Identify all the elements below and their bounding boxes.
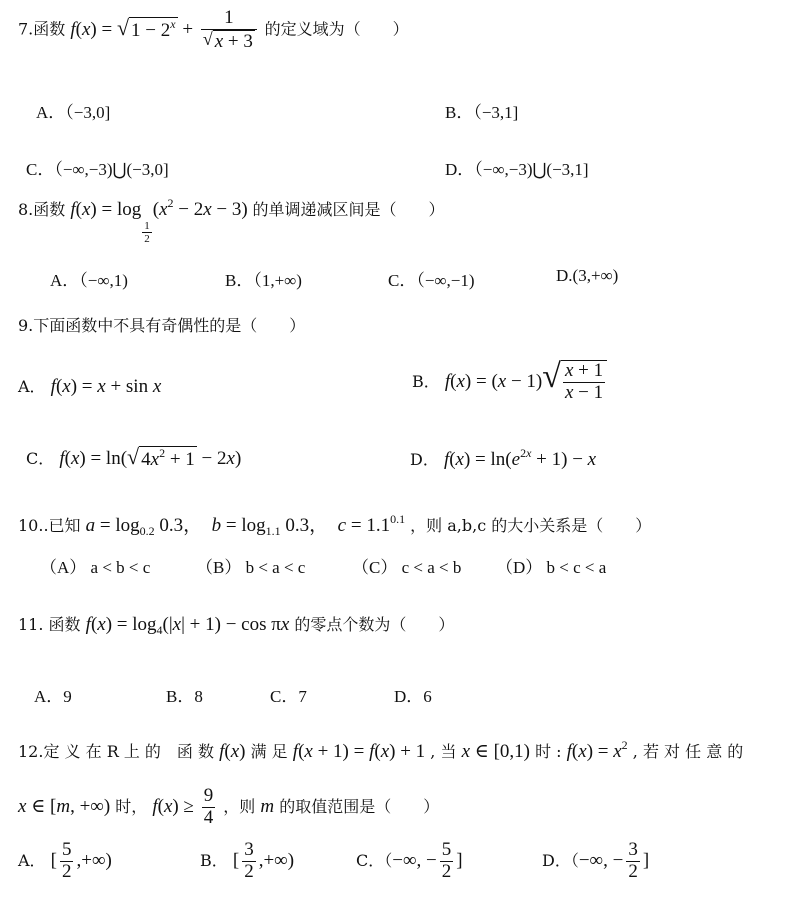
- option-label: A．: [18, 850, 46, 870]
- question-text: 函数: [33, 200, 66, 219]
- question-text: , 当: [430, 742, 457, 761]
- formula: f(x) = log $\frac{1}{2}$ $(x^2 - 2x - 3)$: [70, 196, 253, 246]
- question-12-stem-line2: [18, 786, 439, 829]
- question-text: ，则 a,b,c 的大小关系是（ ）: [410, 516, 652, 535]
- option-d: D.(3,+∞): [556, 266, 619, 285]
- option-label: C．（: [356, 850, 393, 870]
- formula: f(x) = x + sin x: [50, 376, 162, 397]
- formula: [ $\frac{3}{2}$ ,+∞): [232, 839, 295, 882]
- option-label: D．: [410, 450, 439, 469]
- question-12-stem-line1: [18, 738, 743, 763]
- formula: $a = \log_{0.2} 0.3$， $b = \log_{1.1} 0.3$， $c = 1.1^{0.1}$: [85, 512, 406, 538]
- question-number: 8.: [18, 200, 34, 219]
- option-c: （C） c < a < b: [352, 558, 462, 577]
- option-label: B．: [200, 850, 228, 870]
- question-text: 的零点个数为（ ）: [294, 615, 455, 634]
- question-8-stem: [18, 196, 444, 245]
- question-number: 10..: [18, 516, 49, 535]
- question-text: 时 :: [535, 742, 562, 761]
- option-label: D．（: [542, 850, 579, 870]
- option-label: A．: [18, 377, 46, 396]
- option-c: [26, 446, 241, 471]
- option-d: [410, 446, 596, 471]
- option-a: A．（−∞,1): [50, 271, 128, 290]
- question-7-stem: [18, 8, 409, 53]
- option-b: B．（1,+∞): [225, 271, 302, 290]
- question-9-stem: [18, 313, 305, 336]
- formula: $f(x) = x^2$: [566, 738, 628, 762]
- option-a: A．（−3,0]: [36, 103, 111, 122]
- option-c: C．（−∞,−1): [388, 271, 475, 290]
- option-b: （B） b < a < c: [196, 558, 306, 577]
- formula: −∞, − $\frac{5}{2}$ ]: [392, 839, 463, 882]
- formula: [ $\frac{5}{2}$ ,+∞): [50, 839, 112, 882]
- formula: f(x): [219, 741, 246, 762]
- formula: f(x + 1) = f(x) + 1: [292, 741, 426, 762]
- option-b: [200, 840, 294, 883]
- formula: x ∈ [m, +∞): [18, 795, 111, 817]
- option-d: D．6: [394, 687, 432, 706]
- question-text: 的取值范围是（ ）: [279, 796, 440, 816]
- option-label: B．: [412, 372, 440, 391]
- formula: f(x) = ln( √ $4x^2 + 1$ − 2x): [59, 444, 242, 470]
- option-a: [18, 374, 161, 398]
- formula: $f(x) = \ln(e^{2x} + 1) - x$: [443, 446, 597, 470]
- formula: f(x) = (x − 1) √ $\frac{x + 1}{x - 1}$: [445, 371, 607, 392]
- option-b: B．8: [166, 687, 203, 706]
- question-text: 下面函数中不具有奇偶性的是（ ）: [33, 316, 306, 335]
- question-text: 的定义域为（ ）: [264, 19, 409, 39]
- question-10-stem: [18, 510, 651, 539]
- question-text: 函数: [48, 615, 81, 634]
- question-text: 已知: [48, 516, 81, 535]
- option-b: [412, 360, 607, 404]
- question-number: 9.: [18, 316, 34, 335]
- question-number: 12.: [18, 742, 44, 761]
- option-d: （D） b < c < a: [496, 558, 607, 577]
- question-11-stem: [18, 612, 454, 638]
- question-text: ，则: [223, 796, 256, 816]
- option-d: D．（−∞,−3)⋃(−3,1]: [445, 160, 589, 179]
- formula: f(x) = √ $1 - 2^x$ + 1 √ x + 3: [70, 19, 264, 40]
- option-a: A．9: [34, 687, 72, 706]
- question-text: , 若 对 任 意 的: [632, 742, 744, 761]
- formula: $f(x) = \log_4(|x| + 1) - \cos \pi x$: [85, 614, 290, 637]
- formula: m: [260, 795, 275, 817]
- formula: f(x) ≥ $\frac{9}{4}$: [152, 785, 214, 828]
- formula: −∞, − $\frac{3}{2}$ ]: [578, 839, 650, 882]
- option-label: C．: [26, 449, 55, 468]
- option-d: [542, 840, 649, 883]
- option-a: （A） a < b < c: [40, 558, 151, 577]
- question-text: 时，: [115, 796, 148, 816]
- option-c: [356, 840, 463, 883]
- option-c: C．7: [270, 687, 307, 706]
- option-b: B．（−3,1]: [445, 103, 519, 122]
- question-number: 11.: [18, 615, 44, 634]
- question-text: 满 足: [250, 742, 288, 761]
- question-number: 7.: [18, 19, 34, 39]
- option-a: [18, 840, 112, 883]
- formula: x ∈ [0,1): [461, 741, 530, 762]
- question-text: 定 义 在 R 上 的 函 数: [43, 742, 215, 761]
- question-text: 的单调递减区间是（ ）: [252, 200, 445, 219]
- question-text: 函数: [33, 19, 66, 39]
- option-c: C．（−∞,−3)⋃(−3,0]: [26, 160, 169, 179]
